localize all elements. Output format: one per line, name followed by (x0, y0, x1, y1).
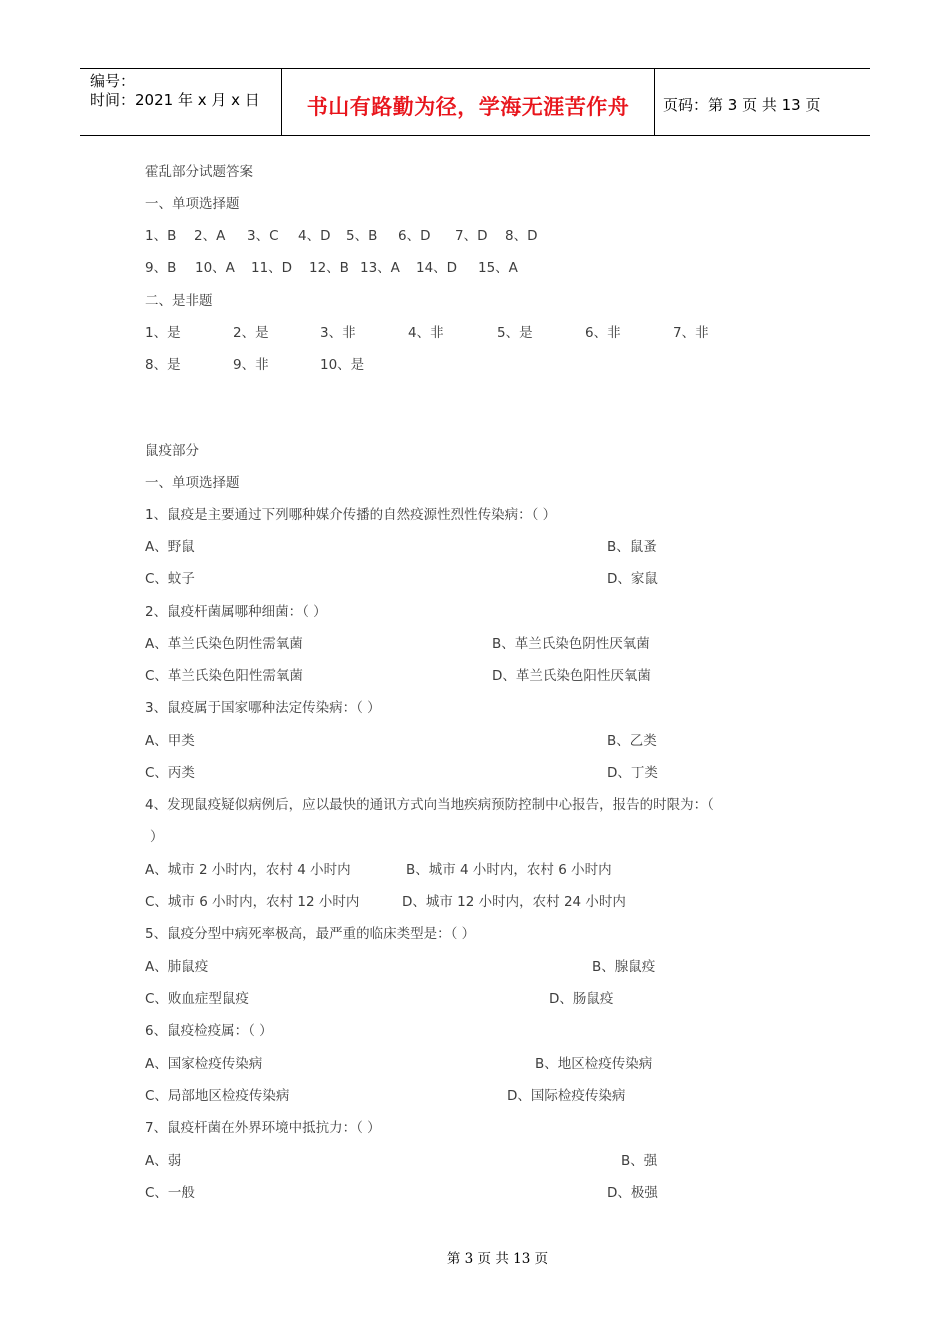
question-text: 2、鼠疫杆菌属哪种细菌：（ ） (145, 604, 327, 620)
option-a: A、野鼠 (145, 539, 195, 555)
option-a: A、国家检疫传染病 (145, 1056, 263, 1072)
option-d: D、城市 12 小时内，农村 24 小时内 (402, 894, 626, 910)
question-text: 5、鼠疫分型中病死率极高，最严重的临床类型是：（ ） (145, 926, 476, 942)
answer: 14、D (416, 260, 458, 276)
tf-answer: 5、是 (497, 325, 533, 341)
answer: 12、B (309, 260, 349, 276)
answer: 4、D (298, 228, 331, 244)
cholera-section-1: 一、单项选择题 (145, 196, 240, 212)
option-a: A、革兰氏染色阴性需氧菌 (145, 636, 303, 652)
tf-answer: 4、非 (408, 325, 444, 341)
answer: 3、C (247, 228, 279, 244)
question-text-cont: ） (150, 829, 164, 845)
tf-answer: 9、非 (233, 357, 269, 373)
answer: 1、B (145, 228, 177, 244)
header-meta (80, 69, 282, 135)
tf-answer: 7、非 (673, 325, 709, 341)
option-b: B、地区检疫传染病 (535, 1056, 653, 1072)
option-b: B、城市 4 小时内，农村 6 小时内 (406, 862, 612, 878)
option-b: B、鼠蚤 (607, 539, 657, 555)
header-page-number: 页码：第 3 页 共 13 页 (663, 96, 821, 114)
question-text: 4、发现鼠疫疑似病例后，应以最快的通讯方式向当地疾病预防控制中心报告，报告的时限为：（ (145, 797, 714, 813)
option-c: C、一般 (145, 1185, 195, 1201)
option-d: D、丁类 (607, 765, 658, 781)
option-a: A、肺鼠疫 (145, 959, 209, 975)
answer: 15、A (478, 260, 518, 276)
tf-answer: 10、是 (320, 357, 365, 373)
option-c: C、败血症型鼠疫 (145, 991, 249, 1007)
option-c: C、蚊子 (145, 571, 195, 587)
option-c: C、局部地区检疫传染病 (145, 1088, 290, 1104)
answer: 8、D (505, 228, 538, 244)
answer: 7、D (455, 228, 488, 244)
header-page-cell (655, 69, 870, 135)
doc-number-label: 编号： (90, 72, 136, 90)
doc-time-label: 时间：2021 年 x 月 x 日 (90, 91, 260, 109)
option-a: A、弱 (145, 1153, 182, 1169)
question-text: 7、鼠疫杆菌在外界环境中抵抗力：（ ） (145, 1120, 381, 1136)
question-text: 3、鼠疫属于国家哪种法定传染病：（ ） (145, 700, 381, 716)
header-motto: 书山有路勤为径，学海无涯苦作舟 (306, 95, 630, 119)
tf-answer: 6、非 (585, 325, 621, 341)
tf-answer: 8、是 (145, 357, 181, 373)
tf-answer: 1、是 (145, 325, 181, 341)
option-c: C、丙类 (145, 765, 195, 781)
option-a: A、城市 2 小时内，农村 4 小时内 (145, 862, 351, 878)
page-header (80, 68, 870, 136)
plague-section-1: 一、单项选择题 (145, 475, 240, 491)
answer: 9、B (145, 260, 177, 276)
answer: 5、B (346, 228, 378, 244)
option-b: B、腺鼠疫 (592, 959, 656, 975)
answer: 6、D (398, 228, 431, 244)
option-a: A、甲类 (145, 733, 195, 749)
option-d: D、极强 (607, 1185, 658, 1201)
question-text: 6、鼠疫检疫属：（ ） (145, 1023, 273, 1039)
option-c: C、革兰氏染色阳性需氧菌 (145, 668, 303, 684)
option-b: B、强 (621, 1153, 658, 1169)
option-b: B、革兰氏染色阴性厌氧菌 (492, 636, 650, 652)
question-text: 1、鼠疫是主要通过下列哪种媒介传播的自然疫源性烈性传染病：（ ） (145, 507, 557, 523)
option-d: D、国际检疫传染病 (507, 1088, 626, 1104)
option-d: D、革兰氏染色阳性厌氧菌 (492, 668, 651, 684)
answer: 2、A (194, 228, 226, 244)
tf-answer: 2、是 (233, 325, 269, 341)
plague-title: 鼠疫部分 (145, 443, 199, 459)
cholera-section-2: 二、是非题 (145, 293, 213, 309)
option-b: B、乙类 (607, 733, 657, 749)
answer: 10、A (195, 260, 235, 276)
answer: 13、A (360, 260, 400, 276)
option-c: C、城市 6 小时内，农村 12 小时内 (145, 894, 360, 910)
header-motto-cell (282, 69, 655, 135)
option-d: D、家鼠 (607, 571, 658, 587)
tf-answer: 3、非 (320, 325, 356, 341)
page-footer: 第 3 页 共 13 页 (446, 1251, 549, 1267)
option-d: D、肠鼠疫 (549, 991, 614, 1007)
answer: 11、D (251, 260, 293, 276)
cholera-title: 霍乱部分试题答案 (145, 164, 253, 180)
